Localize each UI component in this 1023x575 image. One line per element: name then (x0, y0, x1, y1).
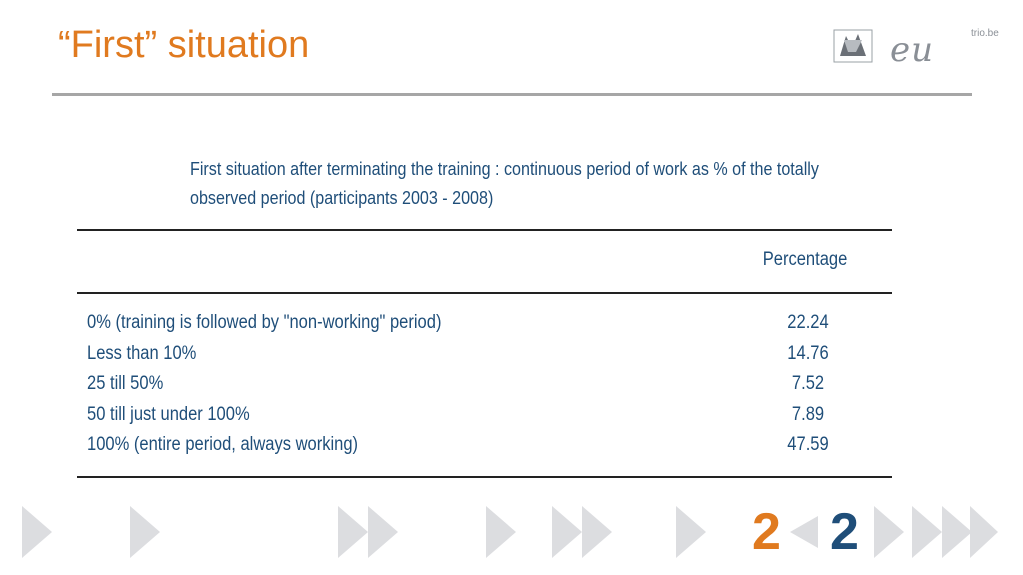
table-row (87, 434, 887, 465)
brand-digit-right: 2 (830, 503, 859, 561)
logo (828, 22, 1003, 74)
table-row (87, 312, 887, 343)
footer-decoration (0, 498, 1023, 568)
row-value: 7.89 (791, 403, 825, 425)
table-bottom-rule (77, 476, 892, 478)
row-label: 50 till just under 100% (87, 403, 250, 425)
row-value: 22.24 (787, 312, 829, 333)
table-header-rule (77, 292, 892, 294)
row-label: Less than 10% (87, 342, 197, 364)
table-caption: First situation after terminating the training : continuous period of work as % of the totally observed period (participants 2003 - 2008) (190, 158, 819, 208)
chevron-arrows-icon (0, 498, 1023, 568)
row-label: 100% (entire period, always working) (87, 434, 359, 455)
table-body (87, 312, 887, 465)
logo-site: trio.be (971, 28, 999, 39)
brand-digit-left: 2 (752, 503, 781, 561)
table-row (87, 373, 887, 404)
logo-wordmark: eu (890, 30, 935, 70)
row-value: 14.76 (787, 342, 829, 364)
title-divider (52, 93, 972, 96)
row-value: 47.59 (787, 434, 829, 455)
row-label: 0% (training is followed by "non-working" period) (87, 312, 442, 333)
table-row (87, 343, 887, 374)
row-value: 7.52 (791, 373, 825, 394)
table-row (87, 404, 887, 435)
column-header-percentage: Percentage (762, 249, 848, 270)
crest-icon (832, 26, 874, 66)
row-label: 25 till 50% (87, 373, 164, 394)
page-title: “First” situation (58, 24, 310, 66)
table-top-rule (77, 229, 892, 231)
